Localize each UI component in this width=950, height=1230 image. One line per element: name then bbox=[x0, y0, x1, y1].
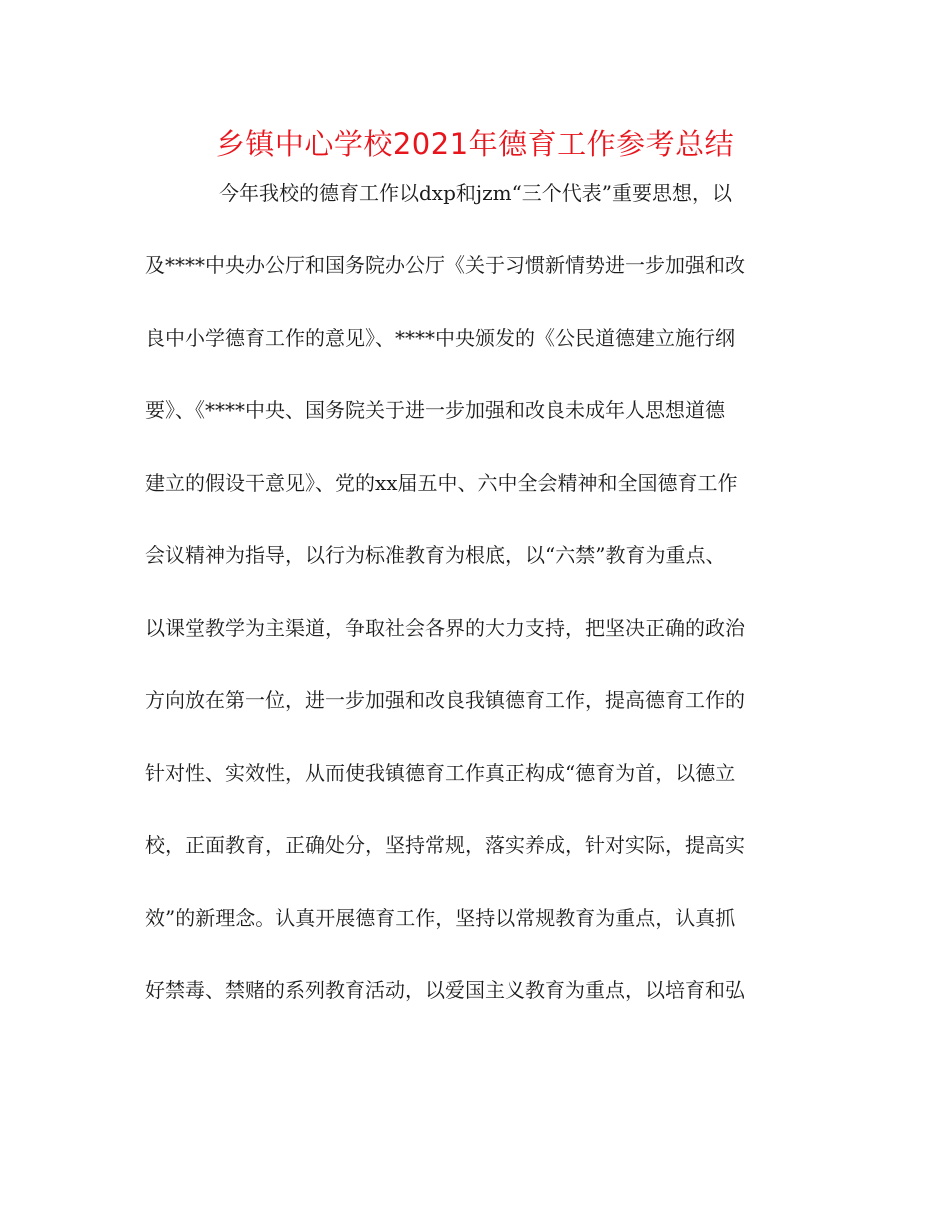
body-line: 要》、《****中央、国务院关于进一步加强和改良未成年人思想道德 bbox=[145, 398, 725, 422]
body-line: 及****中央办公厅和国务院办公厅《关于习惯新情势进一步加强和改 bbox=[145, 253, 745, 277]
body-line: 针对性、实效性，从而使我镇德育工作真正构成“德育为首，以德立 bbox=[145, 761, 736, 785]
body-line: 建立的假设干意见》、党的xx届五中、六中全会精神和全国德育工作 bbox=[145, 471, 738, 495]
body-line: 今年我校的德育工作以dxp和jzm“三个代表”重要思想，以 bbox=[219, 181, 733, 205]
document-title: 乡镇中心学校2021年德育工作参考总结 bbox=[215, 127, 735, 161]
body-line: 良中小学德育工作的意见》、****中央颁发的《公民道德建立施行纲 bbox=[145, 326, 735, 350]
body-line: 校，正面教育，正确处分，坚持常规，落实养成，针对实际，提高实 bbox=[145, 833, 745, 857]
body-line: 以课堂教学为主渠道，争取社会各界的大力支持，把坚决正确的政治 bbox=[145, 616, 745, 640]
body-line: 好禁毒、禁赌的系列教育活动，以爱国主义教育为重点，以培育和弘 bbox=[145, 978, 745, 1002]
body-line: 方向放在第一位，进一步加强和改良我镇德育工作，提高德育工作的 bbox=[145, 688, 745, 712]
body-line: 会议精神为指导，以行为标准教育为根底，以“六禁”教育为重点、 bbox=[145, 543, 726, 567]
body-line: 效”的新理念。认真开展德育工作，坚持以常规教育为重点，认真抓 bbox=[145, 906, 736, 930]
